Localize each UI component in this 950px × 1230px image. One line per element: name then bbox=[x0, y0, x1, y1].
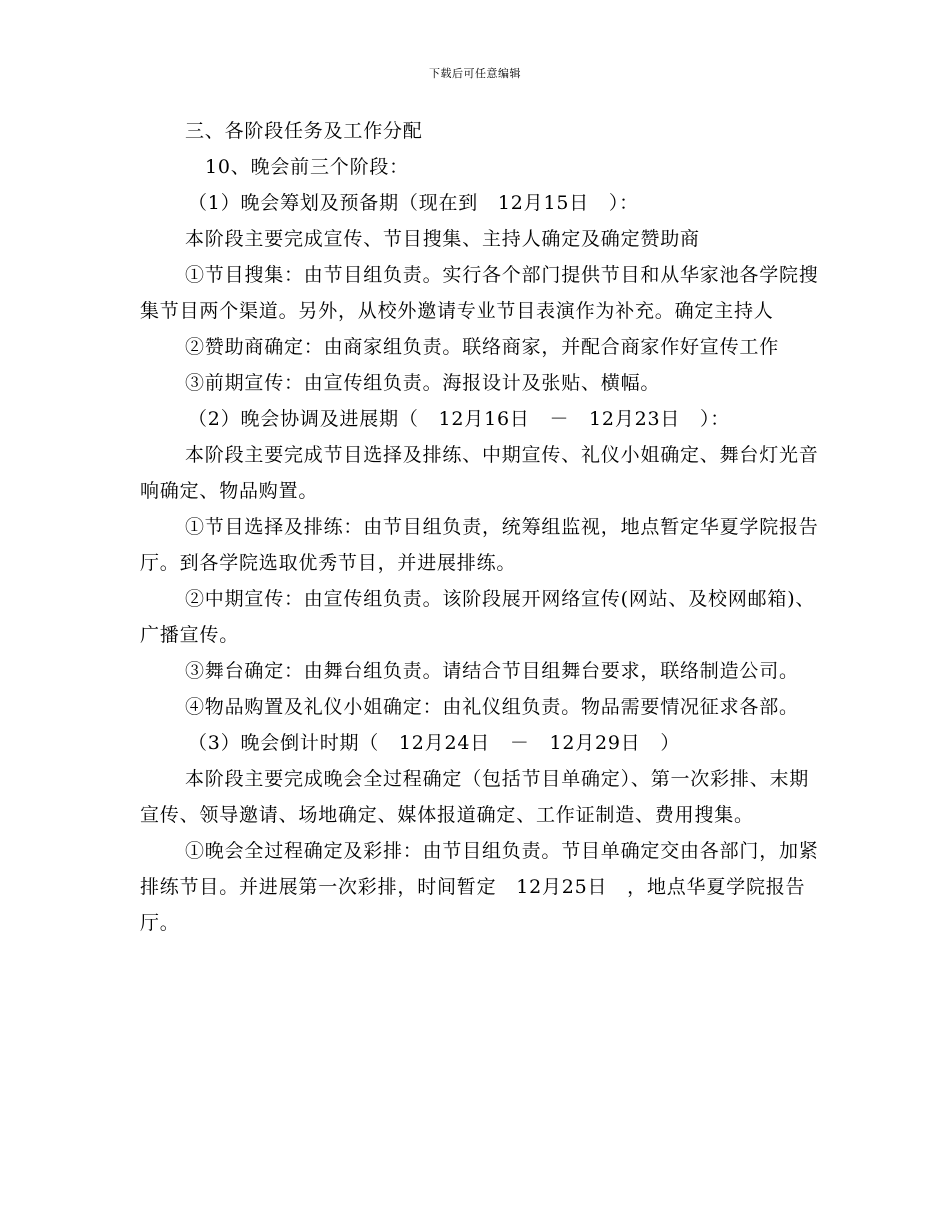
stage2-item1: ①节目选择及排练：由节目组负责，统筹组监视，地点暂定华夏学院报告厅。到各学院选取优秀节目，并进展排练。 bbox=[140, 516, 819, 574]
stage2-item3: ③舞台确定：由舞台组负责。请结合节目组舞台要求，联络制造公司。 bbox=[185, 660, 799, 682]
stage3-item1: ①晚会全过程确定及彩排：由节目组负责。节目单确定交由各部门，加紧排练节目。并进展第一次彩排，时间暂定 12月25日 ，地点华夏学院报告厅。 bbox=[140, 840, 819, 934]
document-body bbox=[140, 113, 820, 941]
stage1-item3: ③前期宣传：由宣传组负责。海报设计及张贴、横幅。 bbox=[185, 372, 661, 394]
section-title: 三、各阶段任务及工作分配 bbox=[185, 120, 423, 142]
stage2-item2: ②中期宣传：由宣传组负责。该阶段展开网络宣传(网站、及校网邮箱)、广播宣传。 bbox=[140, 588, 816, 646]
subsection-title: 10、晚会前三个阶段： bbox=[205, 156, 409, 178]
stage2-title: （2）晚会协调及进展期（ 12月16日 － 12月23日 ）： bbox=[188, 408, 731, 430]
stage2-item4: ④物品购置及礼仪小姐确定：由礼仪组负责。物品需要情况征求各部。 bbox=[185, 696, 799, 718]
stage2-summary: 本阶段主要完成节目选择及排练、中期宣传、礼仪小姐确定、舞台灯光音响确定、物品购置。 bbox=[140, 444, 819, 502]
stage1-summary: 本阶段主要完成宣传、节目搜集、主持人确定及确定赞助商 bbox=[185, 228, 700, 250]
stage1-item1: ①节目搜集：由节目组负责。实行各个部门提供节目和从华家池各学院搜集节目两个渠道。另外，从校外邀请专业节目表演作为补充。确定主持人 bbox=[140, 264, 819, 322]
stage1-title: （1）晚会筹划及预备期（现在到 12月15日 ）： bbox=[188, 192, 639, 214]
header-note: 下载后可任意编辑 bbox=[429, 67, 521, 80]
stage3-title: （3）晚会倒计时期（ 12月24日 － 12月29日 ） bbox=[188, 732, 681, 754]
stage3-summary: 本阶段主要完成晚会全过程确定（包括节目单确定）、第一次彩排、末期宣传、领导邀请、场地确定、媒体报道确定、工作证制造、费用搜集。 bbox=[140, 768, 810, 826]
stage1-item2: ②赞助商确定：由商家组负责。联络商家，并配合商家作好宣传工作 bbox=[185, 336, 780, 358]
